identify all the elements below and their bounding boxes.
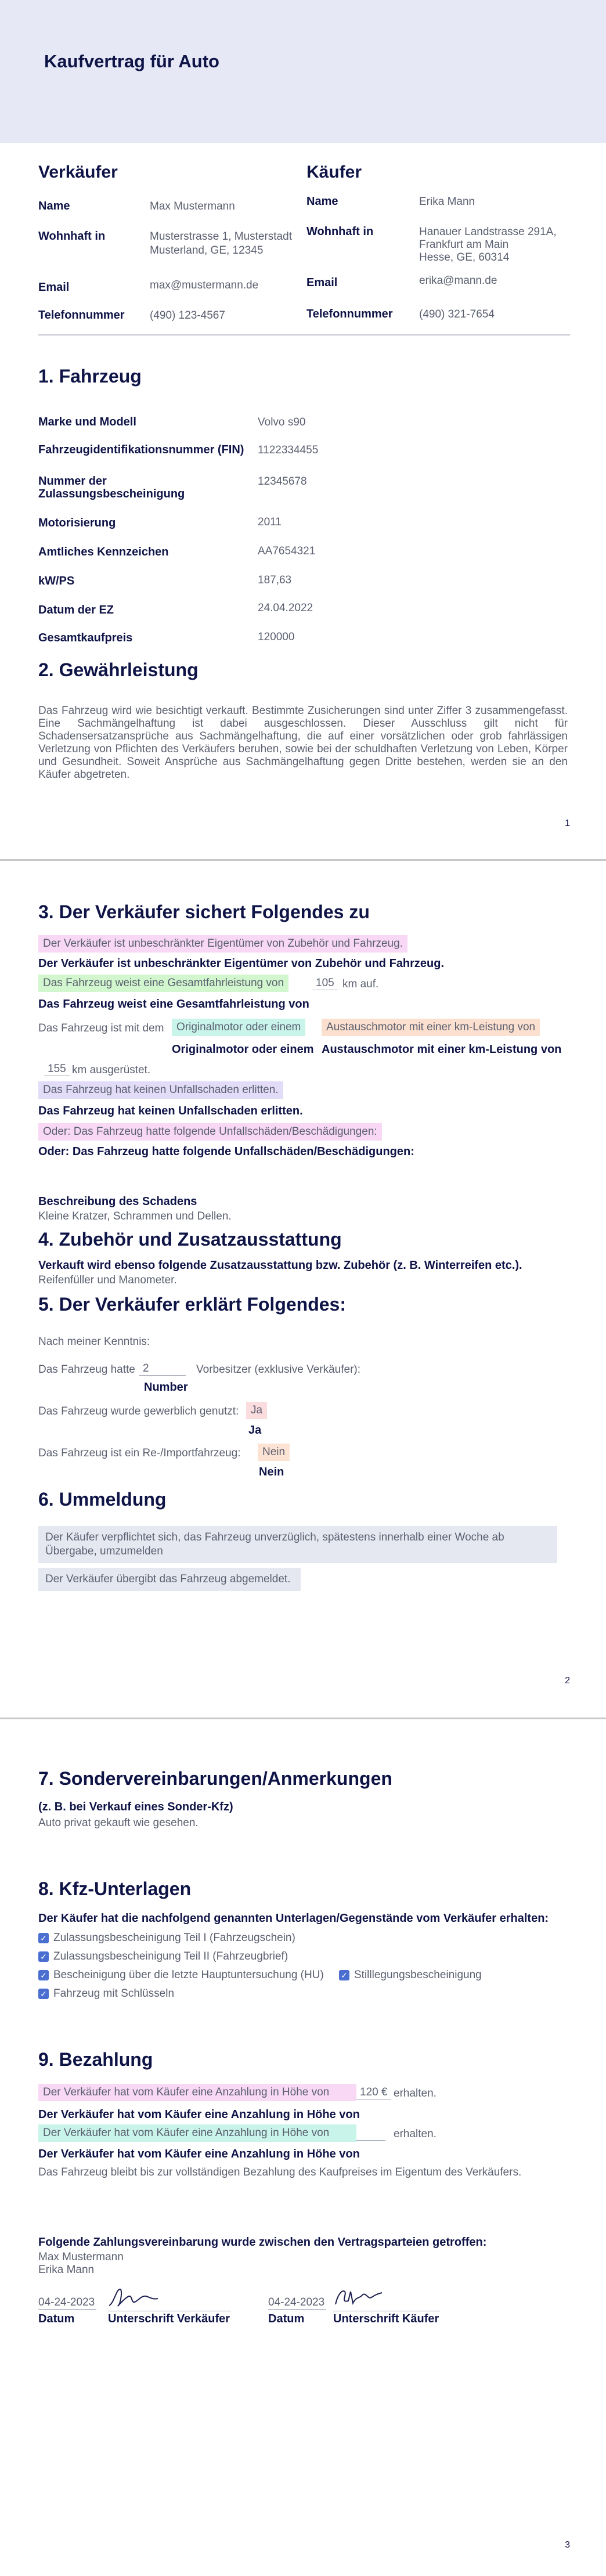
document-checkbox-1[interactable]	[38, 1932, 295, 1944]
seller-signature-label: Unterschrift Verkäufer	[108, 2312, 230, 2325]
no-accident-statement: Das Fahrzeug hat keinen Unfallschaden erlitten.	[38, 1105, 303, 1117]
registration-heading: 6. Ummeldung	[38, 1489, 167, 1510]
buyer-signature[interactable]	[333, 2286, 440, 2311]
commercial-pre: Das Fahrzeug wurde gewerblich genutzt:	[38, 1405, 239, 1417]
document-item-label: Zulassungsbescheinigung Teil II (Fahrzeugbrief)	[53, 1950, 288, 1962]
warranty-text: Das Fahrzeug wird wie besichtigt verkauft. Bestimmte Zusicherungen sind unter Ziffer 3 zusammengefasst. Eine Sachmängelhaftung ist dabei ausgeschlossen. Dieser Ausschluss gilt nicht für Schadensersatzansprüche aus Sachmängelhaftung, die auf einer vorsätzlichen oder grob fahrlässigen Verletzung von Pflichten des Verkäufers beruhen, sowie bei der schuldhaften Verletzung von Leben, Körper und Gesundheit. Soweit Ansprüche aus Sachmängelhaftung gegen Dritte bestehen, werden sie an den Käufer abgetreten.	[38, 705, 568, 781]
page-3	[0, 1719, 606, 2576]
vehicle-value-plate: AA7654321	[258, 545, 316, 557]
accessories-text: Reifenfüller und Manometer.	[38, 1274, 177, 1286]
document-checkbox-5[interactable]	[38, 1987, 174, 2000]
document-checkbox-4[interactable]	[339, 1969, 482, 1982]
declaration-intro: Nach meiner Kenntnis:	[38, 1336, 150, 1348]
no-accident-option[interactable]: Das Fahrzeug hat keinen Unfallschaden erlitten.	[38, 1081, 283, 1099]
document-item-label: Fahrzeug mit Schlüsseln	[53, 1987, 175, 2000]
vehicle-label-engine: Motorisierung	[38, 517, 116, 529]
declaration-heading: 5. Der Verkäufer erklärt Folgendes:	[38, 1294, 346, 1315]
document-title: Kaufvertrag für Auto	[44, 51, 219, 71]
vehicle-value-power: 187,63	[258, 574, 292, 586]
engine-statement-replacement: Austauschmotor mit einer km-Leistung von	[322, 1043, 562, 1056]
buyer-phone-label: Telefonnummer	[306, 308, 393, 320]
payment-agreement-line-1: Max Mustermann	[38, 2251, 124, 2263]
buyer-signature-image	[333, 2286, 385, 2309]
payment-agreement-line-2: Erika Mann	[38, 2264, 95, 2276]
import-option[interactable]: Nein	[258, 1444, 290, 1461]
deposit-option-2[interactable]: Der Verkäufer hat vom Käufer eine Anzahlung in Höhe von	[38, 2124, 356, 2142]
seller-phone: (490) 123-4567	[150, 309, 225, 322]
vehicle-label-first-registration: Datum der EZ	[38, 604, 114, 616]
seller-phone-label: Telefonnummer	[38, 309, 125, 322]
owners-field-label: Number	[144, 1381, 188, 1394]
import-pre: Das Fahrzeug ist ein Re-/Importfahrzeug:	[38, 1447, 241, 1459]
seller-address-line-1: Musterstrasse 1, Musterstadt	[150, 230, 292, 243]
buyer-signature-date[interactable]: 04-24-2023	[268, 2296, 326, 2310]
seller-signature-date[interactable]: 04-24-2023	[38, 2296, 96, 2310]
seller-email: max@mustermann.de	[150, 279, 259, 291]
assurances-heading: 3. Der Verkäufer sichert Folgendes zu	[38, 901, 370, 922]
owners-pre: Das Fahrzeug hatte	[38, 1363, 135, 1376]
deposit-statement-2: Der Verkäufer hat vom Käufer eine Anzahlung in Höhe von	[38, 2148, 360, 2160]
vehicle-value-registration-number: 12345678	[258, 475, 307, 488]
deposit-value-2[interactable]	[356, 2127, 385, 2141]
commercial-option[interactable]: Ja	[246, 1402, 267, 1419]
vehicle-value-first-registration: 24.04.2022	[258, 602, 313, 614]
page-number-1: 1	[565, 818, 570, 828]
deposit-statement-1: Der Verkäufer hat vom Käufer eine Anzahlung in Höhe von	[38, 2108, 360, 2121]
warranty-heading: 2. Gewährleistung	[38, 659, 199, 680]
document-item-label: Zulassungsbescheinigung Teil I (Fahrzeugschein)	[53, 1932, 295, 1944]
damage-description: Kleine Kratzer, Schrammen und Dellen.	[38, 1210, 232, 1222]
payment-heading: 9. Bezahlung	[38, 2049, 153, 2070]
vehicle-label-plate: Amtliches Kennzeichen	[38, 546, 169, 558]
vehicle-label-make: Marke und Modell	[38, 416, 136, 428]
seller-heading: Verkäufer	[38, 163, 118, 182]
seller-date-label: Datum	[38, 2312, 75, 2325]
buyer-heading: Käufer	[306, 163, 362, 182]
vehicle-label-vin: Fahrzeugidentifikationsnummer (FIN)	[38, 443, 244, 456]
vehicle-label-price: Gesamtkaufpreis	[38, 632, 133, 644]
vehicle-heading: 1. Fahrzeug	[38, 366, 142, 387]
seller-address-label: Wohnhaft in	[38, 230, 106, 243]
commercial-statement: Ja	[248, 1424, 262, 1437]
mileage-option[interactable]: Das Fahrzeug weist eine Gesamtfahrleistung von	[38, 975, 288, 992]
page-2	[0, 861, 606, 1718]
document-checkbox-2[interactable]	[38, 1950, 288, 1963]
seller-signature-image	[108, 2286, 160, 2309]
owner-statement: Der Verkäufer ist unbeschränkter Eigentümer von Zubehör und Fahrzeug.	[38, 957, 445, 970]
buyer-address-line-1: Hanauer Landstrasse 291A,	[419, 226, 557, 238]
documents-heading: 8. Kfz-Unterlagen	[38, 1878, 192, 1899]
checkbox-checked-icon: ✓	[38, 1933, 49, 1943]
deposit-suffix-2: erhalten.	[394, 2128, 437, 2140]
damage-label: Beschreibung des Schadens	[38, 1195, 197, 1208]
engine-km-unit: km ausgerüstet.	[72, 1064, 151, 1076]
vehicle-value-engine: 2011	[258, 516, 282, 528]
accessories-heading: 4. Zubehör und Zusatzausstattung	[38, 1229, 342, 1250]
checkbox-checked-icon: ✓	[38, 1951, 49, 1962]
deposit-suffix-1: erhalten.	[394, 2087, 437, 2099]
registration-option-seller[interactable]: Der Verkäufer übergibt das Fahrzeug abgemeldet.	[38, 1568, 301, 1591]
document-item-label: Bescheinigung über die letzte Hauptuntersuchung (HU)	[53, 1969, 324, 1981]
engine-option-replacement[interactable]: Austauschmotor mit einer km-Leistung von	[322, 1019, 540, 1036]
owners-post: Vorbesitzer (exklusive Verkäufer):	[196, 1363, 361, 1376]
seller-address-line-2: Musterland, GE, 12345	[150, 244, 264, 257]
seller-name: Max Mustermann	[150, 200, 235, 212]
buyer-name-label: Name	[306, 195, 338, 208]
buyer-name: Erika Mann	[419, 196, 475, 208]
page-number-2: 2	[565, 1676, 570, 1686]
mileage-value[interactable]: 105	[312, 977, 338, 990]
engine-option-original[interactable]: Originalmotor oder einem	[172, 1019, 305, 1036]
vehicle-label-power: kW/PS	[38, 575, 75, 587]
deposit-value-1[interactable]: 120 €	[356, 2086, 391, 2099]
import-statement: Nein	[259, 1466, 284, 1478]
buyer-address-line-2: Frankfurt am Main	[419, 239, 509, 251]
seller-name-label: Name	[38, 200, 70, 212]
engine-statement-original: Originalmotor oder einem	[172, 1043, 314, 1056]
buyer-email-label: Email	[306, 276, 338, 289]
seller-email-label: Email	[38, 281, 70, 294]
special-heading: 7. Sondervereinbarungen/Anmerkungen	[38, 1768, 392, 1789]
deposit-option-1[interactable]: Der Verkäufer hat vom Käufer eine Anzahlung in Höhe von	[38, 2084, 356, 2101]
vehicle-label-registration-number-2: Zulassungsbescheinigung	[38, 488, 185, 500]
vehicle-value-price: 120000	[258, 631, 295, 643]
engine-intro: Das Fahrzeug ist mit dem	[38, 1022, 164, 1034]
seller-signature[interactable]	[108, 2286, 231, 2311]
retention-text: Das Fahrzeug bleibt bis zur vollständigen Bezahlung des Kaufpreises im Eigentum des Verkäufers.	[38, 2166, 522, 2178]
accessories-statement: Verkauft wird ebenso folgende Zusatzausstattung bzw. Zubehör (z. B. Winterreifen etc.).	[38, 1259, 522, 1272]
engine-km-value[interactable]: 155	[44, 1063, 70, 1076]
special-text: Auto privat gekauft wie gesehen.	[38, 1817, 199, 1829]
buyer-email: erika@mann.de	[419, 275, 497, 287]
document-item-label: Stilllegungsbescheinigung	[354, 1969, 482, 1981]
vehicle-value-vin: 1122334455	[258, 444, 319, 456]
buyer-address-line-3: Hesse, GE, 60314	[419, 251, 510, 264]
accident-statement: Oder: Das Fahrzeug hatte folgende Unfallschäden/Beschädigungen:	[38, 1145, 414, 1158]
buyer-signature-label: Unterschrift Käufer	[333, 2312, 439, 2325]
vehicle-value-make: Volvo s90	[258, 416, 306, 428]
page-number-3: 3	[565, 2540, 570, 2550]
checkbox-checked-icon: ✓	[38, 1970, 49, 1980]
checkbox-checked-icon: ✓	[38, 1989, 49, 1999]
owners-value[interactable]: 2	[139, 1362, 186, 1376]
parties-divider	[38, 334, 570, 335]
mileage-statement: Das Fahrzeug weist eine Gesamtfahrleistung von	[38, 998, 309, 1011]
document-checkbox-3[interactable]	[38, 1969, 324, 1982]
mileage-unit: km auf.	[342, 978, 379, 990]
registration-option-buyer[interactable]: Der Käufer verpflichtet sich, das Fahrzeug unverzüglich, spätestens innerhalb einer Woche ab Übergabe, umzumelden	[38, 1526, 557, 1563]
payment-agreement-statement: Folgende Zahlungsvereinbarung wurde zwischen den Vertragsparteien getroffen:	[38, 2236, 487, 2249]
page-1	[0, 0, 606, 859]
accident-option[interactable]: Oder: Das Fahrzeug hatte folgende Unfallschäden/Beschädigungen:	[38, 1123, 382, 1141]
buyer-address-label: Wohnhaft in	[306, 225, 374, 238]
special-statement: (z. B. bei Verkauf eines Sonder-Kfz)	[38, 1801, 233, 1813]
checkbox-checked-icon: ✓	[339, 1970, 349, 1980]
buyer-date-label: Datum	[268, 2312, 305, 2325]
owner-option[interactable]: Der Verkäufer ist unbeschränkter Eigentümer von Zubehör und Fahrzeug.	[38, 935, 407, 953]
documents-statement: Der Käufer hat die nachfolgend genannten Unterlagen/Gegenstände vom Verkäufer erhalten:	[38, 1912, 549, 1925]
buyer-phone: (490) 321-7654	[419, 308, 495, 320]
vehicle-label-registration-number: Nummer der	[38, 475, 107, 488]
